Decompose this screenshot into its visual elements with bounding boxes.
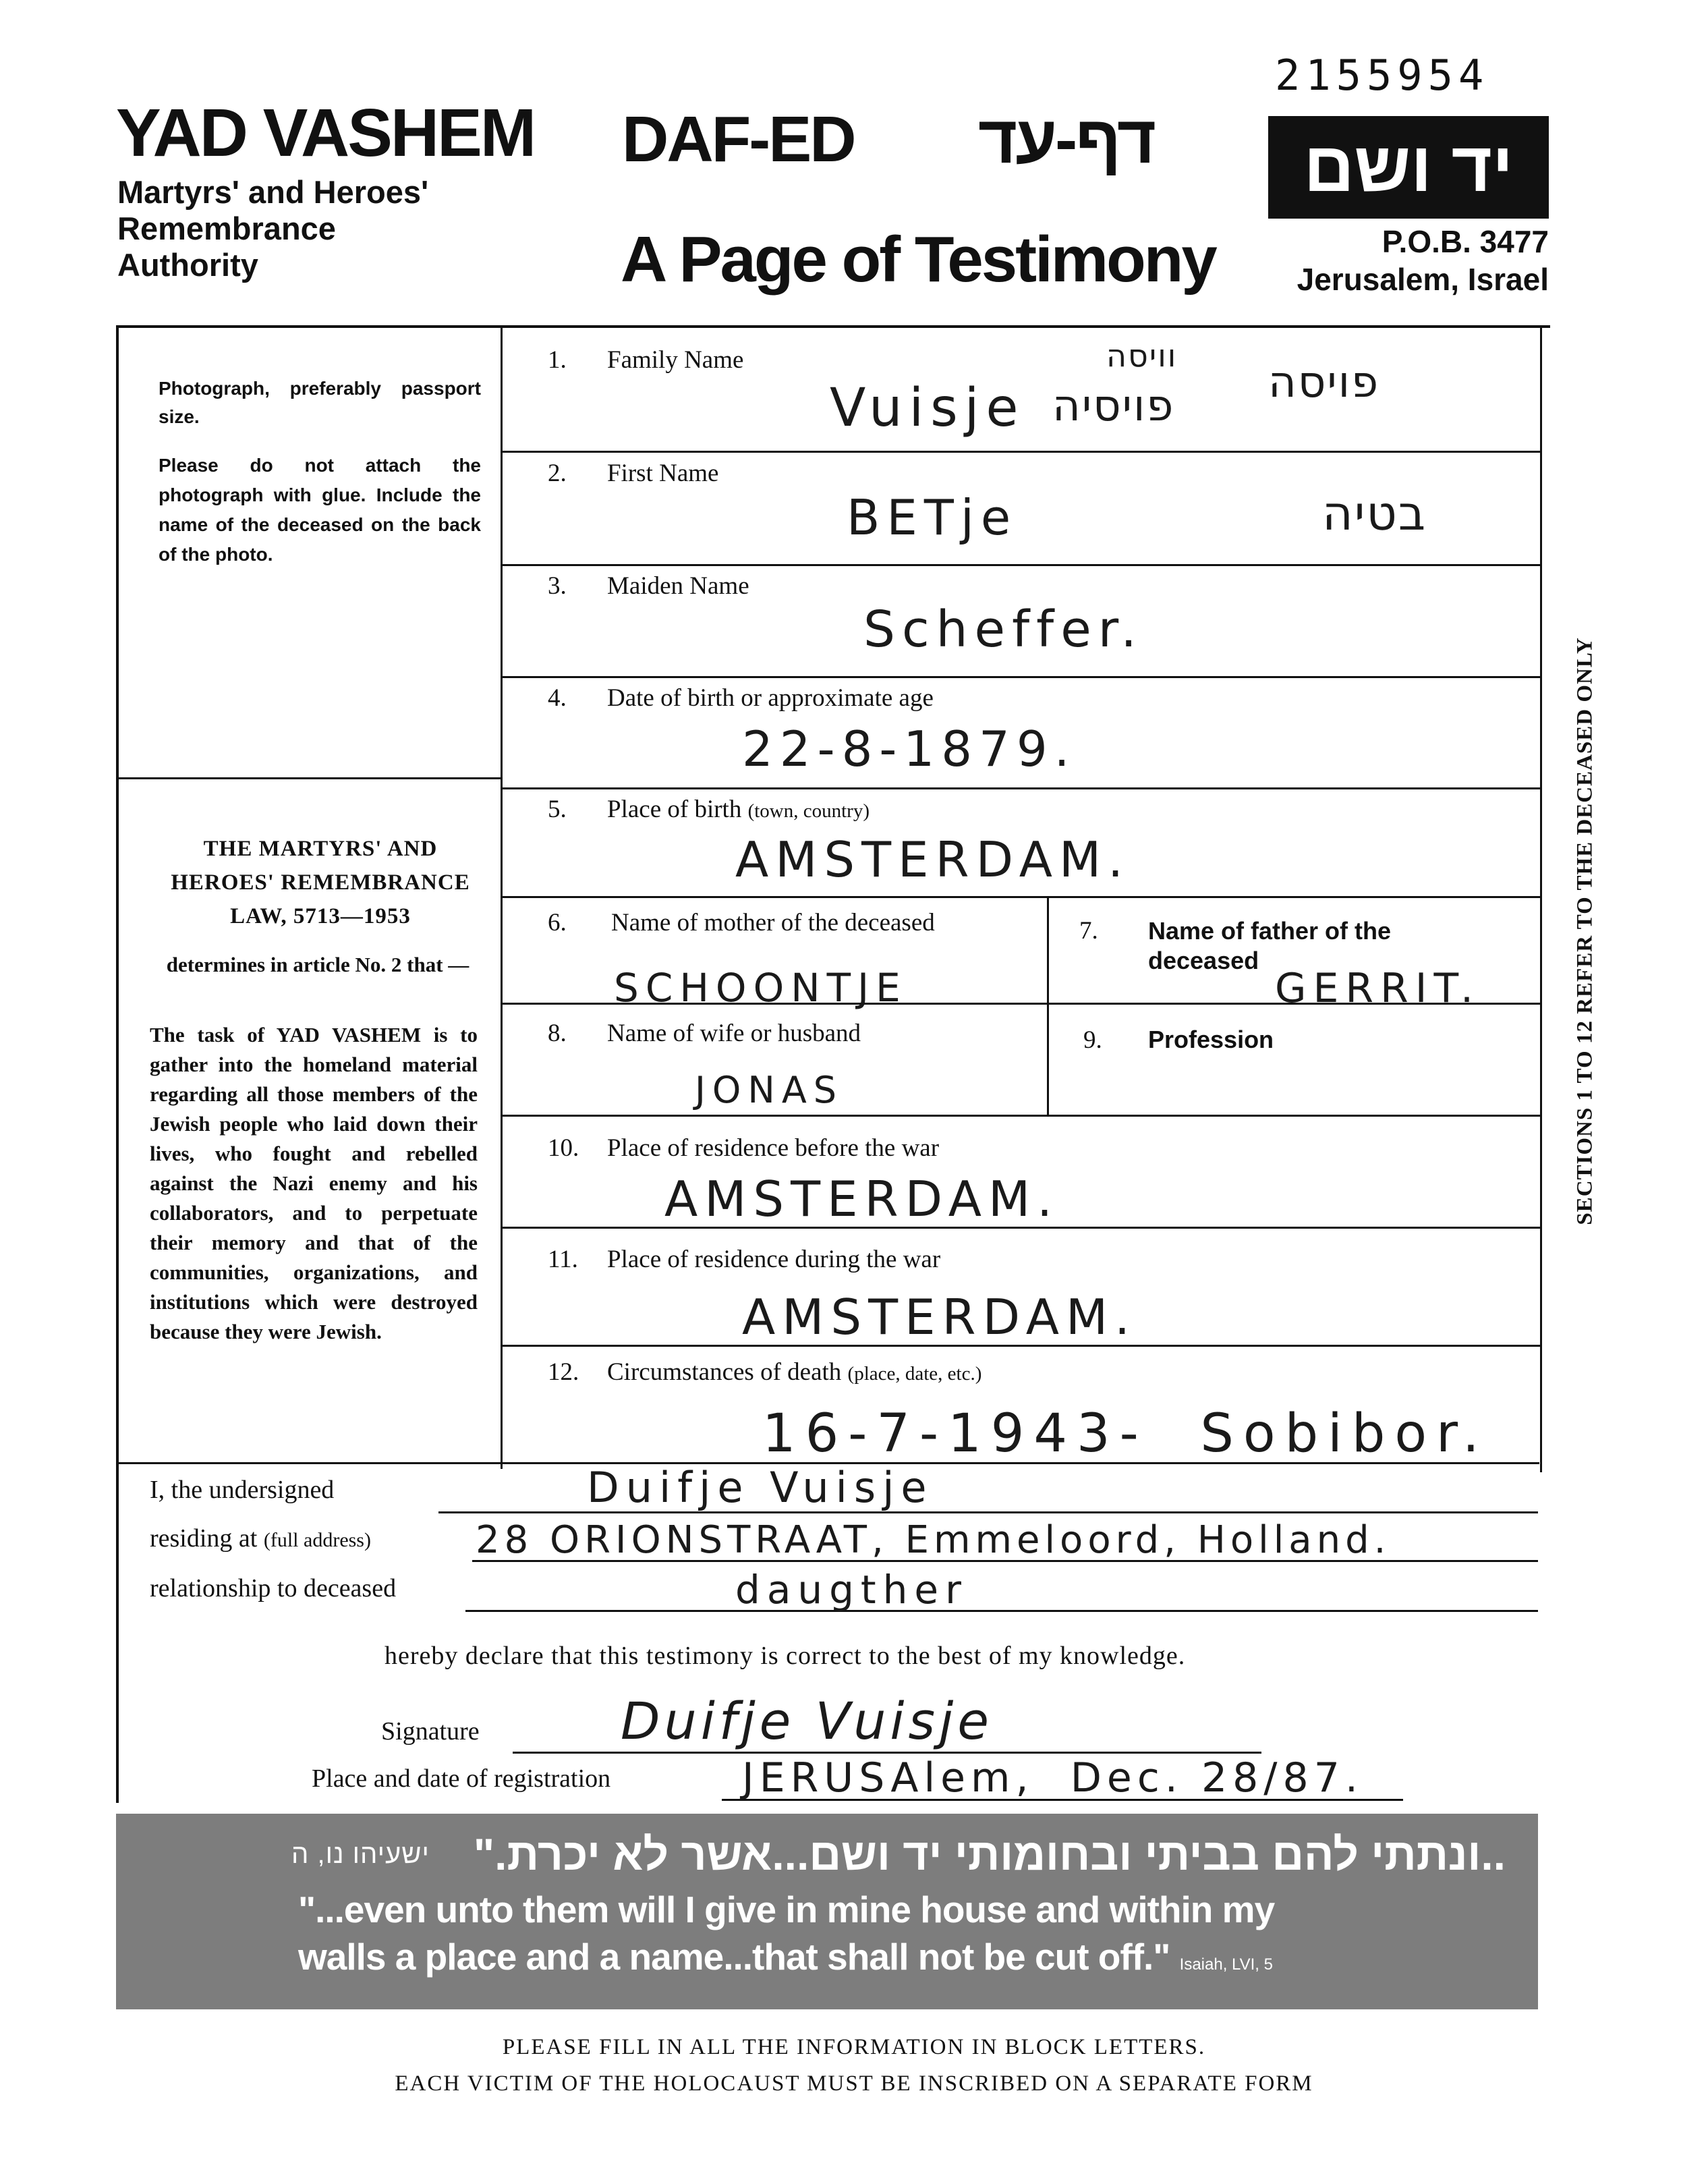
relationship-label: relationship to deceased bbox=[150, 1574, 397, 1602]
photo-note-2: Please do not attach the photograph with glue. Include the name of the deceased on the back of the photo. bbox=[159, 455, 481, 565]
field-12-label-text: Circumstances of death bbox=[607, 1358, 842, 1386]
death-circumstances-value[interactable]: 16-7-1943- Sobibor. bbox=[762, 1403, 1489, 1464]
registration-label: Place and date of registration bbox=[312, 1764, 611, 1793]
field-5-number: 5. bbox=[548, 796, 567, 823]
page-title: A Page of Testimony bbox=[621, 223, 1216, 296]
residing-label-text: residing at bbox=[150, 1524, 258, 1553]
field-4-number: 4. bbox=[548, 684, 567, 712]
field-9-number: 9. bbox=[1083, 1026, 1102, 1054]
field-5-label-small: (town, country) bbox=[747, 800, 870, 822]
relationship-line bbox=[465, 1610, 1538, 1612]
father-name-value[interactable]: GERRIT. bbox=[1275, 965, 1481, 1012]
side-note: SECTIONS 1 TO 12 REFER TO THE DECEASED ONLY bbox=[1572, 637, 1597, 1225]
field-7-label: Name of father of the deceased bbox=[1148, 917, 1392, 974]
first-name-hebrew: בטיה bbox=[1322, 486, 1427, 541]
row-divider bbox=[503, 896, 1541, 898]
address-block bbox=[1268, 223, 1549, 298]
field-12-label-small: (place, date, etc.) bbox=[847, 1363, 982, 1385]
org-subtitle-line3: Authority bbox=[117, 247, 258, 283]
birth-date-value[interactable]: 22-8-1879. bbox=[742, 721, 1077, 777]
field-11-number: 11. bbox=[548, 1246, 578, 1273]
org-title: YAD VASHEM bbox=[116, 95, 535, 171]
row-divider bbox=[503, 1115, 1541, 1117]
field-11-label: Place of residence during the war bbox=[607, 1246, 941, 1273]
org-subtitle-line2: Remembrance bbox=[117, 211, 336, 246]
declaration-text: hereby declare that this testimony is correct to the best of my knowledge. bbox=[385, 1642, 1186, 1670]
field-10-number: 10. bbox=[548, 1134, 579, 1162]
field-9-label: Profession bbox=[1148, 1026, 1274, 1053]
org-subtitle-line1: Martyrs' and Heroes' bbox=[117, 174, 429, 210]
undersigned-label: I, the undersigned bbox=[150, 1476, 335, 1504]
row-divider bbox=[503, 451, 1541, 453]
form-left-border bbox=[116, 325, 119, 1803]
form-right-border bbox=[1540, 325, 1542, 1472]
row-divider bbox=[503, 564, 1541, 566]
daf-ed-hebrew: דף-עד bbox=[978, 102, 1155, 177]
field-12-label bbox=[607, 1358, 981, 1387]
undersigned-value[interactable]: Duifje Vuisje bbox=[587, 1463, 934, 1512]
mother-name-value[interactable]: SCHOONTJE bbox=[614, 965, 907, 1011]
residing-label bbox=[150, 1524, 371, 1553]
field-1-number: 1. bbox=[548, 346, 567, 374]
field-5-label bbox=[607, 795, 870, 824]
form-top-border bbox=[116, 325, 1550, 328]
org-subtitle bbox=[117, 174, 428, 283]
law-title: THE MARTYRS' AND HEROES' REMEMBRANCE LAW, 5713—1953 bbox=[171, 837, 470, 928]
field-1-label: Family Name bbox=[607, 346, 744, 374]
family-name-hebrew-1: פויסיה bbox=[1052, 381, 1175, 431]
relationship-value[interactable]: daugther bbox=[735, 1567, 968, 1613]
split-divider bbox=[1047, 896, 1049, 1115]
registration-value[interactable]: JERUSAlem, Dec. 28/87. bbox=[742, 1754, 1363, 1802]
residence-before-war-value[interactable]: AMSTERDAM. bbox=[664, 1171, 1060, 1227]
signature-value: Duifje Vuisje bbox=[621, 1691, 993, 1751]
field-2-label: First Name bbox=[607, 459, 719, 487]
photo-note-1: Photograph, preferably passport size. bbox=[159, 378, 481, 427]
residing-value[interactable]: 28 ORIONSTRAAT, Emmeloord, Holland. bbox=[476, 1518, 1391, 1562]
family-name-hebrew-2: פויסה bbox=[1268, 358, 1380, 408]
footer-line-1: PLEASE FILL IN ALL THE INFORMATION IN BLOCK LETTERS. bbox=[502, 2035, 1206, 2059]
signature-line bbox=[513, 1752, 1261, 1754]
banner-line-1: "...even unto them will I give in mine house and within my bbox=[298, 1889, 1275, 1930]
field-3-label: Maiden Name bbox=[607, 572, 749, 600]
banner-line-2-text: walls a place and a name...that shall not be cut off." bbox=[298, 1936, 1170, 1978]
side-note-container bbox=[1552, 553, 1619, 1309]
maiden-name-value[interactable]: Scheffer. bbox=[863, 601, 1143, 659]
field-8-label: Name of wife or husband bbox=[607, 1020, 861, 1047]
city: Jerusalem, Israel bbox=[1297, 262, 1549, 297]
family-name-hebrew-note: וויסה bbox=[1106, 337, 1178, 374]
residing-label-small: (full address) bbox=[263, 1529, 371, 1551]
field-6-number: 6. bbox=[548, 909, 567, 937]
law-determines: determines in article No. 2 that — bbox=[166, 953, 469, 976]
field-4-label: Date of birth or approximate age bbox=[607, 684, 934, 712]
field-2-number: 2. bbox=[548, 459, 567, 487]
daf-ed-title: DAF-ED bbox=[622, 103, 855, 175]
field-7-number: 7. bbox=[1079, 917, 1098, 945]
scripture-banner bbox=[116, 1814, 1538, 2009]
field-12-number: 12. bbox=[548, 1358, 579, 1386]
banner-line-2 bbox=[298, 1935, 1273, 1978]
law-text: The task of YAD VASHEM is to gather into the homeland material regarding all those members of the Jewish people who laid down their lives, who fought and rebelled against the Nazi enemy and his collaborators, and to perpetuate their memory and that of the communities, organizations, and institutions which were destroyed because they were Jewish. bbox=[150, 1023, 478, 1343]
footer-line-2: EACH VICTIM OF THE HOLOCAUST MUST BE INSCRIBED ON A SEPARATE FORM bbox=[395, 2071, 1313, 2096]
first-name-value[interactable]: BETje bbox=[847, 489, 1018, 546]
row-divider bbox=[503, 676, 1541, 678]
field-6-label: Name of mother of the deceased bbox=[611, 909, 935, 937]
banner-hebrew-ref: ישעיהו נו, ה bbox=[291, 1839, 430, 1869]
field-8-number: 8. bbox=[548, 1020, 567, 1047]
yad-vashem-seal: יד ושם bbox=[1268, 116, 1549, 219]
banner-hebrew: ..ונתתי להם בביתי ובחומותי יד ושם...אשר לא יכרת." bbox=[473, 1829, 1506, 1879]
row-divider bbox=[503, 787, 1541, 789]
field-10-label: Place of residence before the war bbox=[607, 1134, 940, 1162]
birth-place-value[interactable]: AMSTERDAM. bbox=[735, 831, 1131, 888]
family-name-value[interactable]: Vuisje bbox=[830, 378, 1025, 439]
field-5-label-text: Place of birth bbox=[607, 796, 742, 823]
spouse-name-value[interactable]: JONAS bbox=[695, 1069, 844, 1111]
residence-during-war-value[interactable]: AMSTERDAM. bbox=[742, 1289, 1137, 1345]
pob: P.O.B. 3477 bbox=[1382, 224, 1549, 259]
field-3-number: 3. bbox=[548, 572, 567, 600]
left-panel-divider bbox=[116, 777, 502, 779]
signature-label: Signature bbox=[381, 1717, 480, 1746]
banner-ref: Isaiah, LVI, 5 bbox=[1179, 1955, 1273, 1974]
serial-number: 2155954 bbox=[1275, 51, 1489, 100]
